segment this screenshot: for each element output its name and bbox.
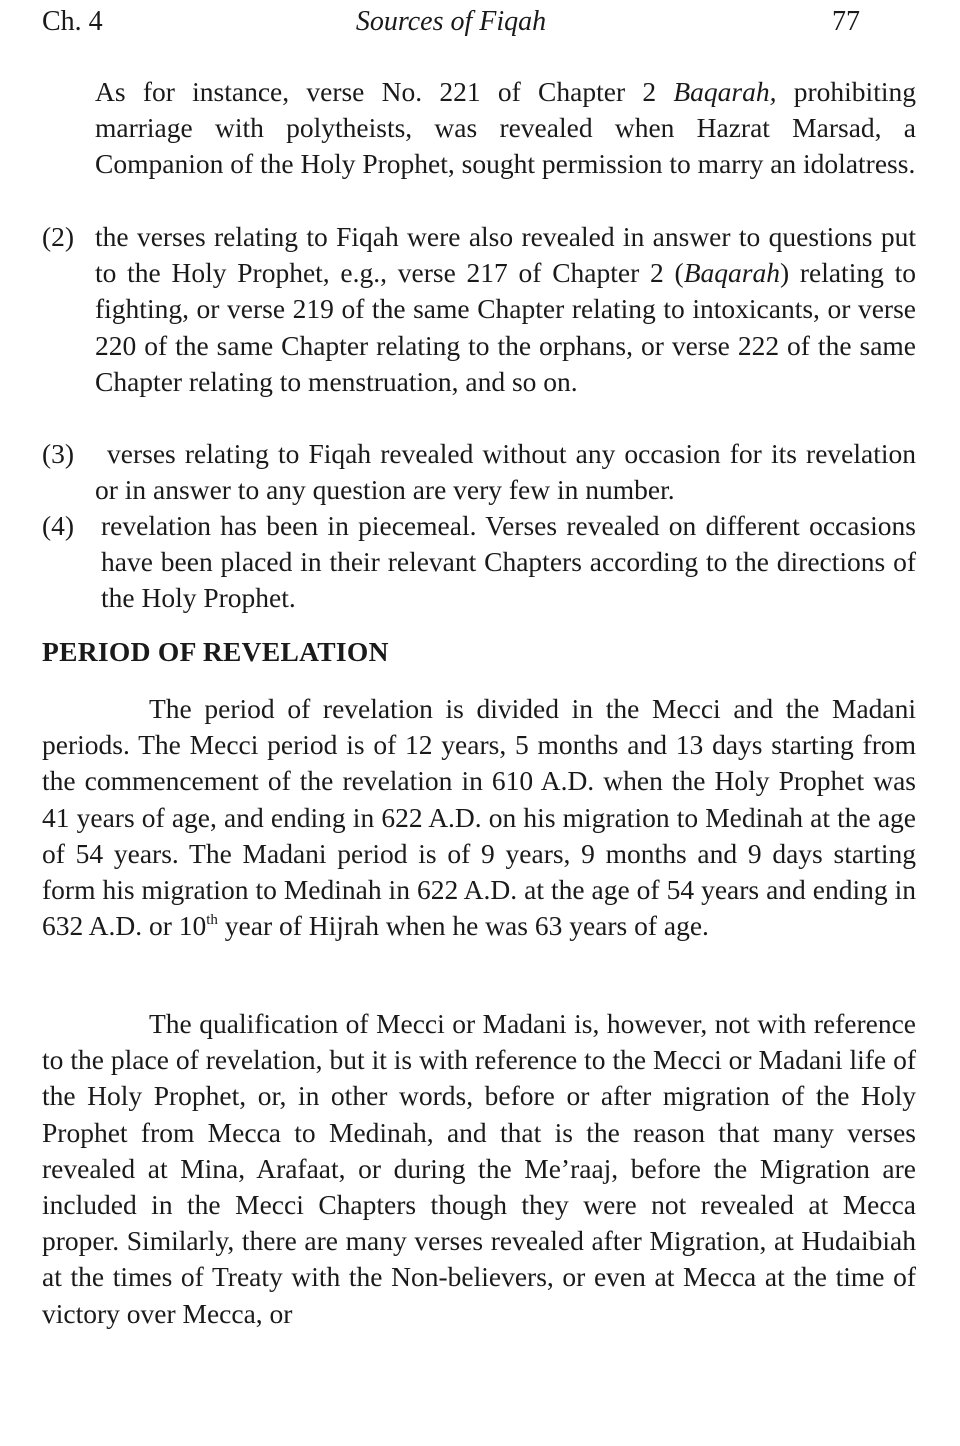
list-item-text (95, 219, 916, 400)
paragraph-period-of-revelation (42, 691, 916, 944)
section-heading: PERIOD OF REVELATION (42, 636, 389, 667)
list-item-number: (3) (42, 438, 75, 469)
paragraph-mecci-madani-qualification: The qualification of Mecci or Madani is, however, not with reference to the place of revelation, but it is with reference to the Mecci or Madani life of the Holy Prophet, or, in other words, before or after migration of the Holy Prophet from Mecca to Medinah, and that is the reason that many verses revealed at Mina, Arafaat, or during the Me’raaj, before the Migration are included in the Mecci Chapters though they were not revealed at Mecca proper. Similarly, there are many verses revealed after Migration, at Hudaibiah at the times of Treaty with the Non-believers, or even at Mecca at the time of victory over Mecca, or (42, 1008, 916, 1329)
list-item-text-part: ) relating to fighting, or verse 219 of the same Chapter relating to intoxicants, or verse 220 of the same Chapter relating to the orphans, or verse 222 of the same Chapter relating to menstruation, and so on. (95, 257, 916, 397)
page-number: 77 (832, 6, 860, 37)
list-item-number: (4) (42, 510, 75, 541)
ordinal-superscript: th (206, 912, 218, 929)
list-item-text: revelation has been in piecemeal. Verses revealed on different occasions have been placed in their relevant Chapters according to the directions of the Holy Prophet. (101, 510, 916, 614)
list-item-number: (2) (42, 221, 75, 252)
running-title: Sources of Fiqah (355, 6, 547, 37)
continuation-paragraph (95, 74, 916, 183)
continuation-emphasis: Baqarah, (673, 76, 777, 107)
continuation-text-part: prohibiting marriage with polytheists, was revealed when Hazrat Marsad, a Companion of the Holy Prophet, sought permission to marry an idolatress. (95, 76, 916, 180)
list-item-text: verses relating to Fiqah revealed without any occasion for its revelation or in answer to any question are very few in number. (95, 438, 916, 506)
list-item-emphasis: Baqarah (683, 257, 780, 289)
chapter-label: Ch. 4 (42, 6, 103, 37)
paragraph-text-part: The period of revelation is divided in the Mecci and the Madani periods. The Mecci period is of 12 years, 5 months and 13 days starting from the commencement of the revelation in 610 A.D. when the Holy Prophet was 41 years of age, and ending in 622 A.D. on his migration to Medinah at the age of 54 years. The Madani period is of 9 years, 9 months and 9 days starting form his migration to Medinah in 622 A.D. at the age of 54 years and ending in 632 A.D. or 10 (42, 693, 916, 942)
continuation-text-part: As for instance, verse No. 221 of Chapter 2 (95, 76, 674, 107)
running-header (42, 6, 860, 40)
list-item-text-part: the verses relating to Fiqah were also revealed in answer to questions put to the Holy Prophet, e.g., verse 217 of Chapter 2 ( (95, 221, 916, 289)
paragraph-text-part: year of Hijrah when he was 63 years of age. (217, 910, 709, 942)
